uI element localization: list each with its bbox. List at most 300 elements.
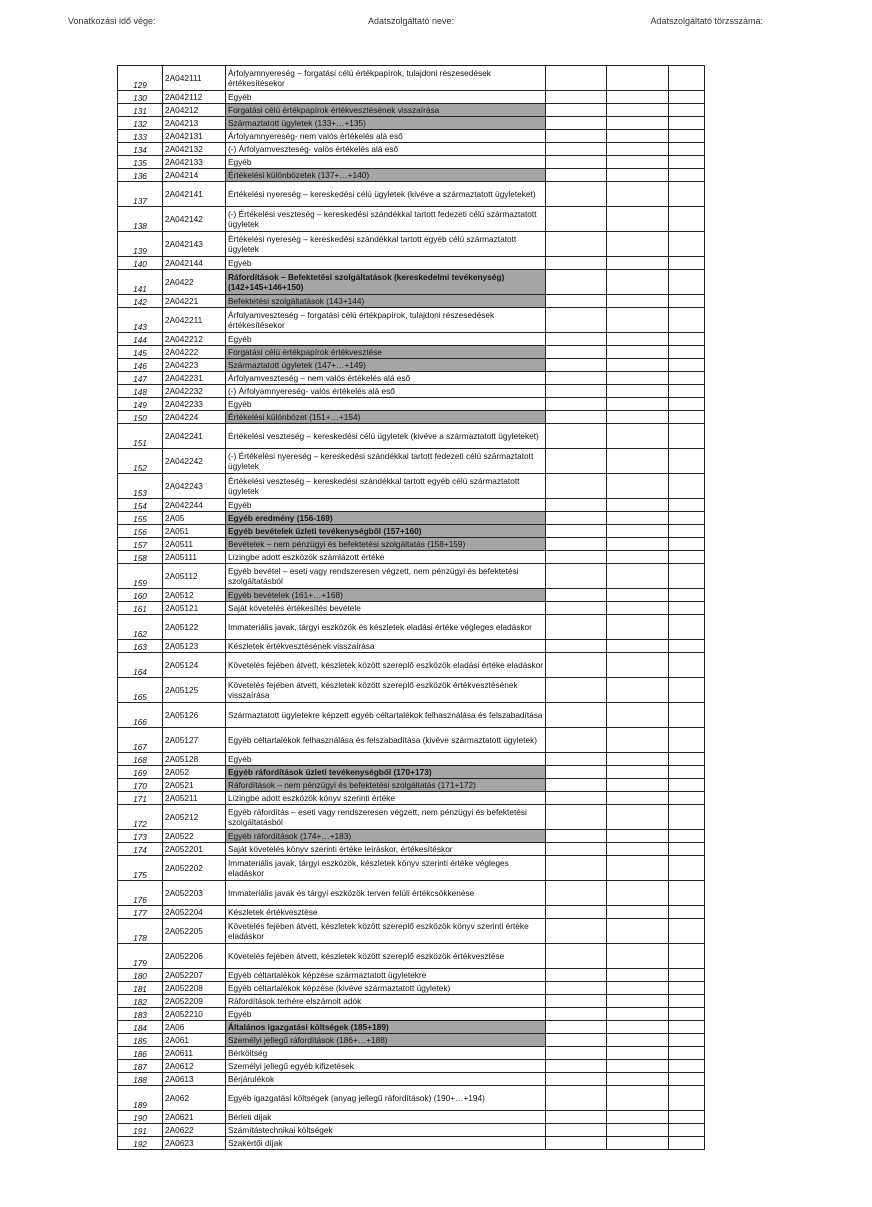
value-cell-3[interactable]	[669, 66, 705, 91]
value-cell-3[interactable]	[669, 91, 705, 104]
table-row	[118, 1073, 705, 1086]
row-code: 2A05	[163, 512, 226, 525]
value-cell-3[interactable]	[669, 766, 705, 779]
value-cell-2[interactable]	[607, 906, 669, 919]
value-cell-1[interactable]	[546, 703, 607, 728]
value-cell-3[interactable]	[669, 143, 705, 156]
value-cell-3[interactable]	[669, 805, 705, 830]
value-cell-2[interactable]	[607, 538, 669, 551]
value-cell-1[interactable]	[546, 551, 607, 564]
value-cell-1[interactable]	[546, 525, 607, 538]
value-cell-2[interactable]	[607, 703, 669, 728]
value-cell-3[interactable]	[669, 615, 705, 640]
row-label: Szakértői díjak	[226, 1137, 546, 1150]
value-cell-3[interactable]	[669, 346, 705, 359]
row-number: 134	[118, 143, 163, 156]
value-cell-3[interactable]	[669, 1047, 705, 1060]
value-cell-1[interactable]	[546, 117, 607, 130]
value-cell-2[interactable]	[607, 728, 669, 753]
row-number: 167	[118, 728, 163, 753]
row-label: Értékelési különbözetek (137+…+140)	[226, 169, 546, 182]
value-cell-2[interactable]	[607, 653, 669, 678]
value-cell-3[interactable]	[669, 169, 705, 182]
value-cell-1[interactable]	[546, 385, 607, 398]
value-cell-3[interactable]	[669, 843, 705, 856]
row-label: Követelés fejében átvett, készletek között szereplő eszközök értékvesztése	[226, 944, 546, 969]
value-cell-3[interactable]	[669, 104, 705, 117]
value-cell-1[interactable]	[546, 143, 607, 156]
row-label: Származtatott ügyletek (133+…+135)	[226, 117, 546, 130]
value-cell-2[interactable]	[607, 1060, 669, 1073]
value-cell-1[interactable]	[546, 843, 607, 856]
value-cell-1[interactable]	[546, 346, 607, 359]
value-cell-1[interactable]	[546, 1008, 607, 1021]
row-number: 163	[118, 640, 163, 653]
row-code: 2A05112	[163, 564, 226, 589]
value-cell-3[interactable]	[669, 1021, 705, 1034]
value-cell-3[interactable]	[669, 753, 705, 766]
value-cell-1[interactable]	[546, 856, 607, 881]
row-number: 140	[118, 257, 163, 270]
row-code: 2A052204	[163, 906, 226, 919]
row-number: 173	[118, 830, 163, 843]
row-code: 2A05111	[163, 551, 226, 564]
value-cell-1[interactable]	[546, 1111, 607, 1124]
row-label: Bérköltség	[226, 1047, 546, 1060]
row-number: 154	[118, 499, 163, 512]
value-cell-2[interactable]	[607, 474, 669, 499]
value-cell-2[interactable]	[607, 969, 669, 982]
value-cell-1[interactable]	[546, 499, 607, 512]
row-code: 2A0623	[163, 1137, 226, 1150]
value-cell-2[interactable]	[607, 169, 669, 182]
row-code: 2A042133	[163, 156, 226, 169]
value-cell-3[interactable]	[669, 1111, 705, 1124]
value-cell-1[interactable]	[546, 615, 607, 640]
value-cell-2[interactable]	[607, 346, 669, 359]
value-cell-3[interactable]	[669, 589, 705, 602]
row-code: 2A042143	[163, 232, 226, 257]
row-number: 133	[118, 130, 163, 143]
value-cell-2[interactable]	[607, 143, 669, 156]
value-cell-2[interactable]	[607, 944, 669, 969]
value-cell-2[interactable]	[607, 779, 669, 792]
row-number: 192	[118, 1137, 163, 1150]
value-cell-3[interactable]	[669, 982, 705, 995]
value-cell-1[interactable]	[546, 969, 607, 982]
table-row	[118, 449, 705, 474]
value-cell-3[interactable]	[669, 308, 705, 333]
value-cell-3[interactable]	[669, 117, 705, 130]
row-number: 150	[118, 411, 163, 424]
value-cell-2[interactable]	[607, 1008, 669, 1021]
value-cell-1[interactable]	[546, 1060, 607, 1073]
value-cell-2[interactable]	[607, 385, 669, 398]
value-cell-2[interactable]	[607, 182, 669, 207]
value-cell-1[interactable]	[546, 398, 607, 411]
value-cell-3[interactable]	[669, 919, 705, 944]
value-cell-3[interactable]	[669, 1073, 705, 1086]
row-number: 146	[118, 359, 163, 372]
value-cell-1[interactable]	[546, 1047, 607, 1060]
row-number: 165	[118, 678, 163, 703]
value-cell-3[interactable]	[669, 906, 705, 919]
value-cell-2[interactable]	[607, 1086, 669, 1111]
value-cell-1[interactable]	[546, 995, 607, 1008]
value-cell-2[interactable]	[607, 843, 669, 856]
row-code: 2A051	[163, 525, 226, 538]
row-label: Készletek értékvesztésének visszaírása	[226, 640, 546, 653]
value-cell-1[interactable]	[546, 474, 607, 499]
value-cell-3[interactable]	[669, 270, 705, 295]
table-row	[118, 512, 705, 525]
value-cell-2[interactable]	[607, 792, 669, 805]
value-cell-2[interactable]	[607, 411, 669, 424]
row-code: 2A042132	[163, 143, 226, 156]
value-cell-3[interactable]	[669, 474, 705, 499]
value-cell-3[interactable]	[669, 424, 705, 449]
row-number: 145	[118, 346, 163, 359]
value-cell-3[interactable]	[669, 564, 705, 589]
value-cell-2[interactable]	[607, 830, 669, 843]
row-number: 155	[118, 512, 163, 525]
value-cell-2[interactable]	[607, 232, 669, 257]
value-cell-1[interactable]	[546, 512, 607, 525]
row-number: 172	[118, 805, 163, 830]
value-cell-3[interactable]	[669, 372, 705, 385]
value-cell-1[interactable]	[546, 333, 607, 346]
row-code: 2A052207	[163, 969, 226, 982]
value-cell-2[interactable]	[607, 449, 669, 474]
value-cell-3[interactable]	[669, 779, 705, 792]
row-code: 2A052	[163, 766, 226, 779]
row-code: 2A0622	[163, 1124, 226, 1137]
value-cell-3[interactable]	[669, 1124, 705, 1137]
value-cell-3[interactable]	[669, 640, 705, 653]
table-row	[118, 411, 705, 424]
value-cell-3[interactable]	[669, 232, 705, 257]
value-cell-2[interactable]	[607, 424, 669, 449]
value-cell-1[interactable]	[546, 753, 607, 766]
row-label: Árfolyamnyereség – forgatási célú értékpapírok, tulajdoni részesedések értékesítésekor	[226, 66, 546, 91]
table-row	[118, 385, 705, 398]
value-cell-1[interactable]	[546, 589, 607, 602]
value-cell-1[interactable]	[546, 538, 607, 551]
value-cell-1[interactable]	[546, 424, 607, 449]
row-label: Ráfordítások terhére elszámolt adók	[226, 995, 546, 1008]
value-cell-3[interactable]	[669, 1137, 705, 1150]
value-cell-1[interactable]	[546, 449, 607, 474]
value-cell-2[interactable]	[607, 104, 669, 117]
row-number: 148	[118, 385, 163, 398]
row-number: 131	[118, 104, 163, 117]
value-cell-1[interactable]	[546, 881, 607, 906]
row-label: (-) Árfolyamveszteség- valós értékelés alá eső	[226, 143, 546, 156]
value-cell-3[interactable]	[669, 333, 705, 346]
row-label: Bérjárulékok	[226, 1073, 546, 1086]
value-cell-3[interactable]	[669, 130, 705, 143]
table-row	[118, 104, 705, 117]
value-cell-2[interactable]	[607, 766, 669, 779]
value-cell-2[interactable]	[607, 512, 669, 525]
value-cell-3[interactable]	[669, 398, 705, 411]
value-cell-3[interactable]	[669, 1008, 705, 1021]
value-cell-2[interactable]	[607, 678, 669, 703]
row-code: 2A04223	[163, 359, 226, 372]
value-cell-1[interactable]	[546, 779, 607, 792]
value-cell-1[interactable]	[546, 766, 607, 779]
value-cell-1[interactable]	[546, 678, 607, 703]
value-cell-3[interactable]	[669, 602, 705, 615]
row-code: 2A052205	[163, 919, 226, 944]
value-cell-2[interactable]	[607, 117, 669, 130]
value-cell-1[interactable]	[546, 805, 607, 830]
table-row	[118, 156, 705, 169]
value-cell-3[interactable]	[669, 1060, 705, 1073]
value-cell-3[interactable]	[669, 703, 705, 728]
row-label: (-) Árfolyamnyereség- valós értékelés alá eső	[226, 385, 546, 398]
value-cell-2[interactable]	[607, 564, 669, 589]
value-cell-1[interactable]	[546, 1034, 607, 1047]
table-row	[118, 130, 705, 143]
value-cell-2[interactable]	[607, 1124, 669, 1137]
value-cell-3[interactable]	[669, 385, 705, 398]
value-cell-2[interactable]	[607, 308, 669, 333]
value-cell-1[interactable]	[546, 257, 607, 270]
value-cell-2[interactable]	[607, 333, 669, 346]
table-row	[118, 538, 705, 551]
row-label: Forgatási célú értékpapírok értékvesztésének visszaírása	[226, 104, 546, 117]
value-cell-2[interactable]	[607, 995, 669, 1008]
value-cell-3[interactable]	[669, 653, 705, 678]
value-cell-3[interactable]	[669, 525, 705, 538]
value-cell-1[interactable]	[546, 1021, 607, 1034]
value-cell-2[interactable]	[607, 130, 669, 143]
row-label: Immateriális javak, tárgyi eszközök, készletek könyv szerinti értéke végleges eladáskor	[226, 856, 546, 881]
value-cell-2[interactable]	[607, 525, 669, 538]
value-cell-1[interactable]	[546, 919, 607, 944]
row-label: Lízingbe adott eszközök könyv szerinti értéke	[226, 792, 546, 805]
value-cell-2[interactable]	[607, 805, 669, 830]
row-label: Egyéb	[226, 91, 546, 104]
row-code: 2A0422	[163, 270, 226, 295]
table-row	[118, 499, 705, 512]
value-cell-1[interactable]	[546, 130, 607, 143]
value-cell-2[interactable]	[607, 1073, 669, 1086]
row-code: 2A04221	[163, 295, 226, 308]
value-cell-2[interactable]	[607, 372, 669, 385]
row-code: 2A052208	[163, 982, 226, 995]
row-label: Forgatási célú értékpapírok értékvesztése	[226, 346, 546, 359]
value-cell-2[interactable]	[607, 1034, 669, 1047]
table-row	[118, 995, 705, 1008]
row-code: 2A0521	[163, 779, 226, 792]
value-cell-2[interactable]	[607, 1021, 669, 1034]
value-cell-1[interactable]	[546, 982, 607, 995]
table-row	[118, 270, 705, 295]
value-cell-2[interactable]	[607, 1111, 669, 1124]
value-cell-2[interactable]	[607, 91, 669, 104]
value-cell-3[interactable]	[669, 830, 705, 843]
provider-registry-number-label: Adatszolgáltató törzsszáma:	[650, 16, 763, 26]
value-cell-1[interactable]	[546, 602, 607, 615]
value-cell-1[interactable]	[546, 232, 607, 257]
value-cell-2[interactable]	[607, 982, 669, 995]
value-cell-2[interactable]	[607, 1137, 669, 1150]
value-cell-1[interactable]	[546, 104, 607, 117]
table-row	[118, 1111, 705, 1124]
row-code: 2A042242	[163, 449, 226, 474]
row-label: Számítástechnikai költségek	[226, 1124, 546, 1137]
value-cell-3[interactable]	[669, 551, 705, 564]
value-cell-3[interactable]	[669, 728, 705, 753]
value-cell-3[interactable]	[669, 792, 705, 805]
value-cell-1[interactable]	[546, 169, 607, 182]
row-number: 190	[118, 1111, 163, 1124]
value-cell-1[interactable]	[546, 906, 607, 919]
value-cell-3[interactable]	[669, 881, 705, 906]
value-cell-1[interactable]	[546, 944, 607, 969]
value-cell-2[interactable]	[607, 615, 669, 640]
row-number: 175	[118, 856, 163, 881]
row-number: 179	[118, 944, 163, 969]
value-cell-1[interactable]	[546, 91, 607, 104]
value-cell-3[interactable]	[669, 499, 705, 512]
value-cell-1[interactable]	[546, 1073, 607, 1086]
row-label: Származtatott ügyletekre képzett egyéb céltartalékok felhasználása és felszabadítása	[226, 703, 546, 728]
value-cell-2[interactable]	[607, 499, 669, 512]
value-cell-3[interactable]	[669, 512, 705, 525]
row-code: 2A052201	[163, 843, 226, 856]
value-cell-2[interactable]	[607, 398, 669, 411]
value-cell-3[interactable]	[669, 295, 705, 308]
table-row	[118, 602, 705, 615]
value-cell-2[interactable]	[607, 66, 669, 91]
value-cell-1[interactable]	[546, 359, 607, 372]
value-cell-1[interactable]	[546, 156, 607, 169]
value-cell-2[interactable]	[607, 1047, 669, 1060]
row-label: Egyéb ráfordítások (174+…+183)	[226, 830, 546, 843]
row-label: Egyéb	[226, 1008, 546, 1021]
value-cell-2[interactable]	[607, 881, 669, 906]
row-number: 181	[118, 982, 163, 995]
value-cell-2[interactable]	[607, 359, 669, 372]
row-code: 2A0522	[163, 830, 226, 843]
row-code: 2A042142	[163, 207, 226, 232]
row-label: Általános igazgatási költségek (185+189)	[226, 1021, 546, 1034]
value-cell-1[interactable]	[546, 308, 607, 333]
value-cell-2[interactable]	[607, 270, 669, 295]
value-cell-1[interactable]	[546, 182, 607, 207]
value-cell-3[interactable]	[669, 1034, 705, 1047]
provider-name-label: Adatszolgáltató neve:	[368, 16, 455, 26]
value-cell-3[interactable]	[669, 538, 705, 551]
row-label: Értékelési különbözet (151+…+154)	[226, 411, 546, 424]
row-label: Személyi jellegű egyéb kifizetések	[226, 1060, 546, 1073]
row-label: Követelés fejében átvett, készletek között szereplő eszközök eladási értéke eladáskor	[226, 653, 546, 678]
value-cell-1[interactable]	[546, 653, 607, 678]
row-code: 2A0611	[163, 1047, 226, 1060]
value-cell-2[interactable]	[607, 589, 669, 602]
value-cell-2[interactable]	[607, 295, 669, 308]
value-cell-2[interactable]	[607, 919, 669, 944]
table-row	[118, 257, 705, 270]
value-cell-2[interactable]	[607, 640, 669, 653]
value-cell-3[interactable]	[669, 969, 705, 982]
value-cell-1[interactable]	[546, 1137, 607, 1150]
value-cell-1[interactable]	[546, 270, 607, 295]
row-label: Értékelési veszteség – kereskedési célú ügyletek (kivéve a származtatott ügyleteket)	[226, 424, 546, 449]
row-number: 135	[118, 156, 163, 169]
value-cell-1[interactable]	[546, 830, 607, 843]
value-cell-1[interactable]	[546, 207, 607, 232]
row-code: 2A052210	[163, 1008, 226, 1021]
value-cell-2[interactable]	[607, 156, 669, 169]
value-cell-3[interactable]	[669, 944, 705, 969]
table-row	[118, 207, 705, 232]
value-cell-1[interactable]	[546, 372, 607, 385]
value-cell-3[interactable]	[669, 156, 705, 169]
value-cell-2[interactable]	[607, 551, 669, 564]
value-cell-2[interactable]	[607, 602, 669, 615]
row-number: 186	[118, 1047, 163, 1060]
value-cell-2[interactable]	[607, 856, 669, 881]
value-cell-3[interactable]	[669, 678, 705, 703]
value-cell-3[interactable]	[669, 207, 705, 232]
table-row	[118, 843, 705, 856]
value-cell-1[interactable]	[546, 295, 607, 308]
value-cell-1[interactable]	[546, 792, 607, 805]
row-code: 2A04222	[163, 346, 226, 359]
value-cell-3[interactable]	[669, 257, 705, 270]
report-table	[117, 65, 705, 1150]
row-label: Egyéb céltartalékok képzése (kivéve származtatott ügyletek)	[226, 982, 546, 995]
value-cell-3[interactable]	[669, 856, 705, 881]
table-row	[118, 295, 705, 308]
value-cell-1[interactable]	[546, 411, 607, 424]
value-cell-1[interactable]	[546, 728, 607, 753]
value-cell-1[interactable]	[546, 640, 607, 653]
value-cell-3[interactable]	[669, 449, 705, 474]
row-label: Értékelési nyereség – kereskedési célú ügyletek (kivéve a származtatott ügyleteket)	[226, 182, 546, 207]
value-cell-2[interactable]	[607, 753, 669, 766]
value-cell-1[interactable]	[546, 66, 607, 91]
row-code: 2A0511	[163, 538, 226, 551]
row-code: 2A062	[163, 1086, 226, 1111]
table-row	[118, 308, 705, 333]
value-cell-3[interactable]	[669, 995, 705, 1008]
row-label: Személyi jellegű ráfordítások (186+…+188)	[226, 1034, 546, 1047]
value-cell-1[interactable]	[546, 1124, 607, 1137]
row-label: Követelés fejében átvett, készletek között szereplő eszközök könyv szerinti értéke eladáskor	[226, 919, 546, 944]
value-cell-2[interactable]	[607, 257, 669, 270]
value-cell-3[interactable]	[669, 1086, 705, 1111]
value-cell-3[interactable]	[669, 182, 705, 207]
table-row	[118, 333, 705, 346]
row-code: 2A042233	[163, 398, 226, 411]
table-row	[118, 359, 705, 372]
row-label: Ráfordítások – Befektetési szolgáltatások (kereskedelmi tevékenység) (142+145+146+150)	[226, 270, 546, 295]
value-cell-1[interactable]	[546, 1086, 607, 1111]
value-cell-3[interactable]	[669, 411, 705, 424]
value-cell-2[interactable]	[607, 207, 669, 232]
table-row	[118, 766, 705, 779]
table-row	[118, 615, 705, 640]
value-cell-1[interactable]	[546, 564, 607, 589]
row-label: (-) Értékelési veszteség – kereskedési szándékkal tartott fedezeti célú származtatott ügyletek	[226, 207, 546, 232]
value-cell-3[interactable]	[669, 359, 705, 372]
table-row	[118, 474, 705, 499]
